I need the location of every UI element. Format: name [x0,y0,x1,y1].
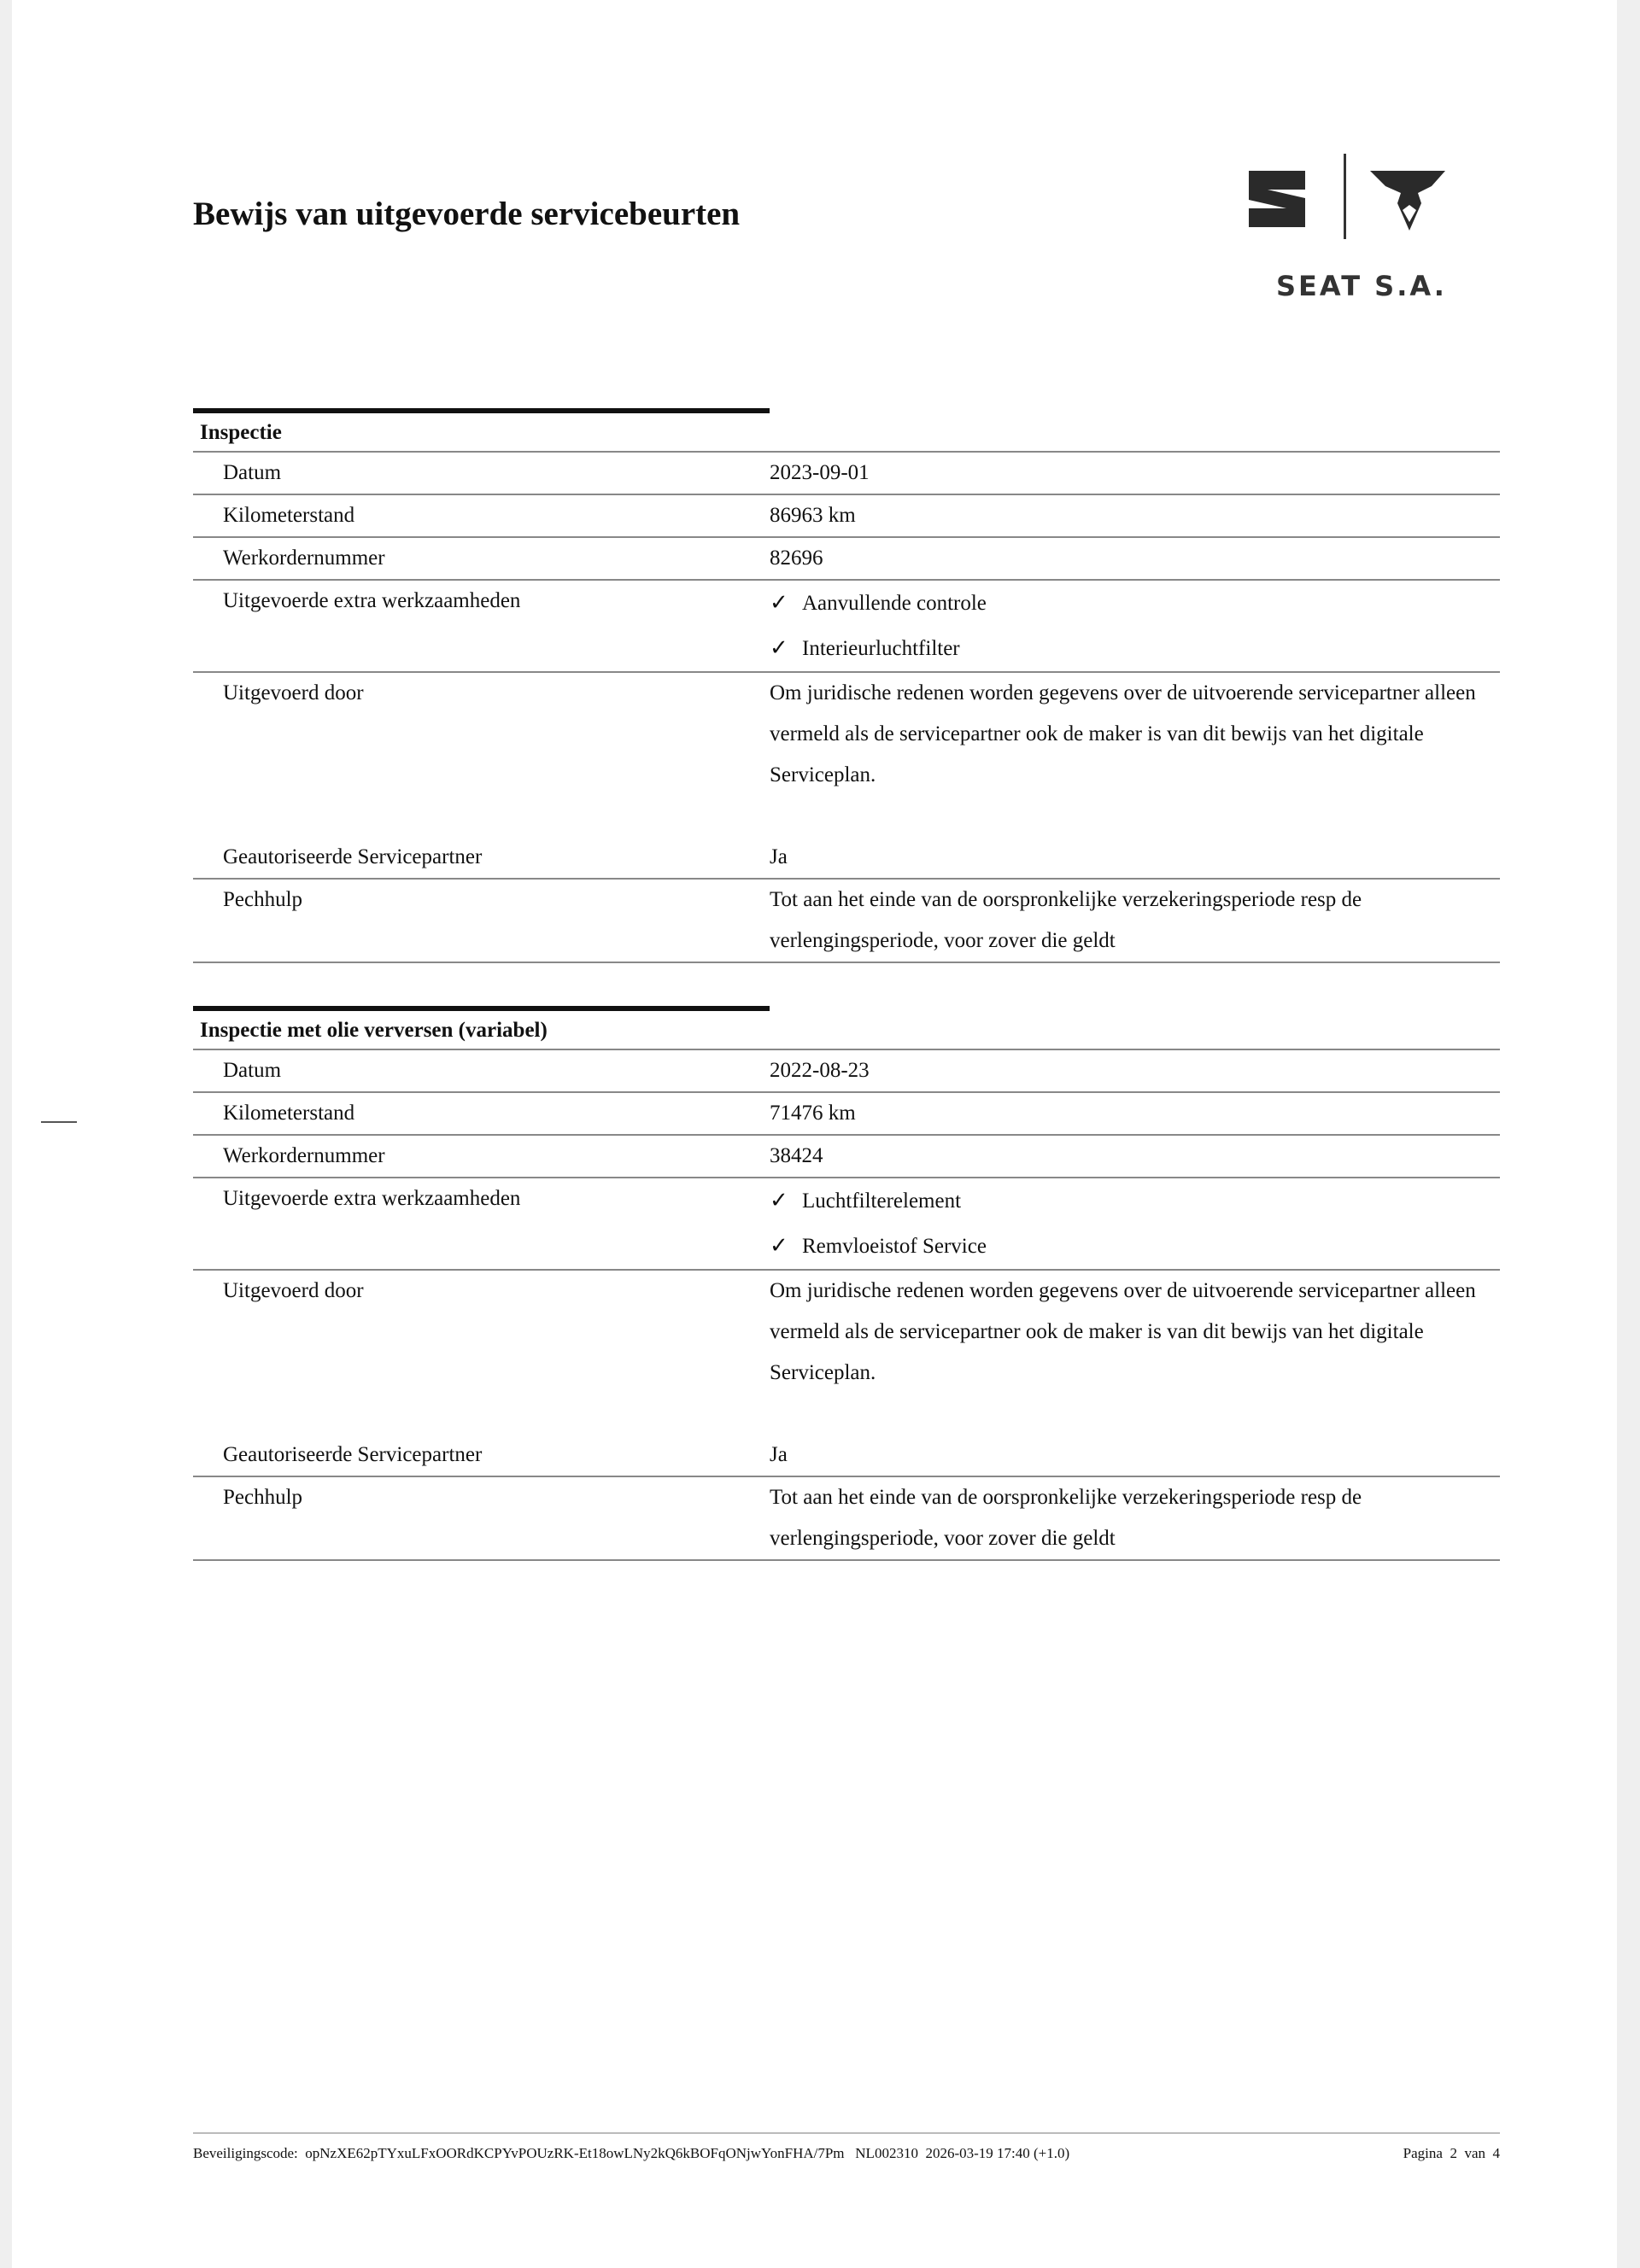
row-datum [193,1050,1500,1093]
label: Uitgevoerd door [223,681,364,704]
row-extra-werkzaamheden [193,581,1500,673]
label: Uitgevoerd door [223,1279,364,1302]
label: Uitgevoerde extra werkzaamheden [223,589,521,612]
label: Datum [223,461,282,484]
margin-mark [41,1121,77,1123]
row-pechhulp [193,880,1500,963]
section-heading: Inspectie met olie verversen (variabel) [193,1011,1500,1050]
label: Datum [223,1059,282,1082]
value: 86963 km [770,504,856,527]
check-icon: ✓ [770,590,788,616]
value: Tot aan het einde van de oorspronkelijke verzekeringsperiode resp de verlengingsperiode, voor zover die geldt [770,1486,1362,1550]
footer-divider [193,2132,1500,2134]
value: 71476 km [770,1102,856,1125]
row-werkordernummer [193,1136,1500,1178]
check-icon: ✓ [770,635,788,661]
row-uitgevoerd-door [193,1271,1500,1435]
value: Om juridische redenen worden gegevens over de uitvoerende servicepartner alleen vermeld als de servicepartner ook de maker is van dit bewijs van het digitale Serviceplan. [770,681,1476,786]
check-item: ✓ Luchtfilterelement [770,1178,1500,1224]
row-pechhulp [193,1477,1500,1561]
label: Uitgevoerde extra werkzaamheden [223,1187,521,1210]
page-title: Bewijs van uitgevoerde servicebeurten [193,196,741,232]
value: 2023-09-01 [770,461,870,484]
label: Geautoriseerde Servicepartner [223,1443,483,1466]
section-inspectie-olie [193,1006,1500,1561]
value: 38424 [770,1144,823,1167]
label: Pechhulp [223,888,303,911]
label: Geautoriseerde Servicepartner [223,845,483,868]
row-werkordernummer [193,538,1500,581]
label: Kilometerstand [223,1102,355,1125]
cupra-logo-icon [1370,171,1445,231]
logo-divider [1344,154,1346,239]
seat-logo-icon [1249,171,1305,227]
row-kilometerstand [193,1093,1500,1136]
check-item: ✓ Remvloeistof Service [770,1224,1500,1269]
security-code: Beveiligingscode: opNzXE62pTYxuLFxOORdKCPYvPOUzRK-Et18owLNy2kQ6kBOFqONjwYonFHA/7Pm NL002310 2026-03-19 17:40 (+1.0) [193,2145,1070,2161]
page-number: Pagina 2 van 4 [1403,2145,1500,2161]
section-heading: Inspectie [193,413,1500,453]
label: Kilometerstand [223,504,355,527]
label: Werkordernummer [223,547,385,570]
value: Ja [770,1443,788,1466]
check-item: ✓ Aanvullende controle [770,581,1500,626]
brand-name: SEAT S.A. [1276,270,1447,302]
value: Om juridische redenen worden gegevens over de uitvoerende servicepartner alleen vermeld als de servicepartner ook de maker is van dit bewijs van het digitale Serviceplan. [770,1279,1476,1384]
row-extra-werkzaamheden [193,1178,1500,1271]
check-item: ✓ Interieurluchtfilter [770,626,1500,671]
row-uitgevoerd-door [193,673,1500,837]
check-icon: ✓ [770,1188,788,1213]
value: Ja [770,845,788,868]
row-kilometerstand [193,495,1500,538]
label: Pechhulp [223,1486,303,1509]
document-page [12,0,1617,2268]
row-datum [193,453,1500,495]
section-inspectie [193,408,1500,963]
check-icon: ✓ [770,1233,788,1259]
label: Werkordernummer [223,1144,385,1167]
footer [193,2145,1500,2162]
row-geautoriseerd [193,837,1500,880]
value: Tot aan het einde van de oorspronkelijke verzekeringsperiode resp de verlengingsperiode, voor zover die geldt [770,888,1362,952]
row-geautoriseerd [193,1435,1500,1477]
value: 82696 [770,547,823,570]
value: 2022-08-23 [770,1059,870,1082]
